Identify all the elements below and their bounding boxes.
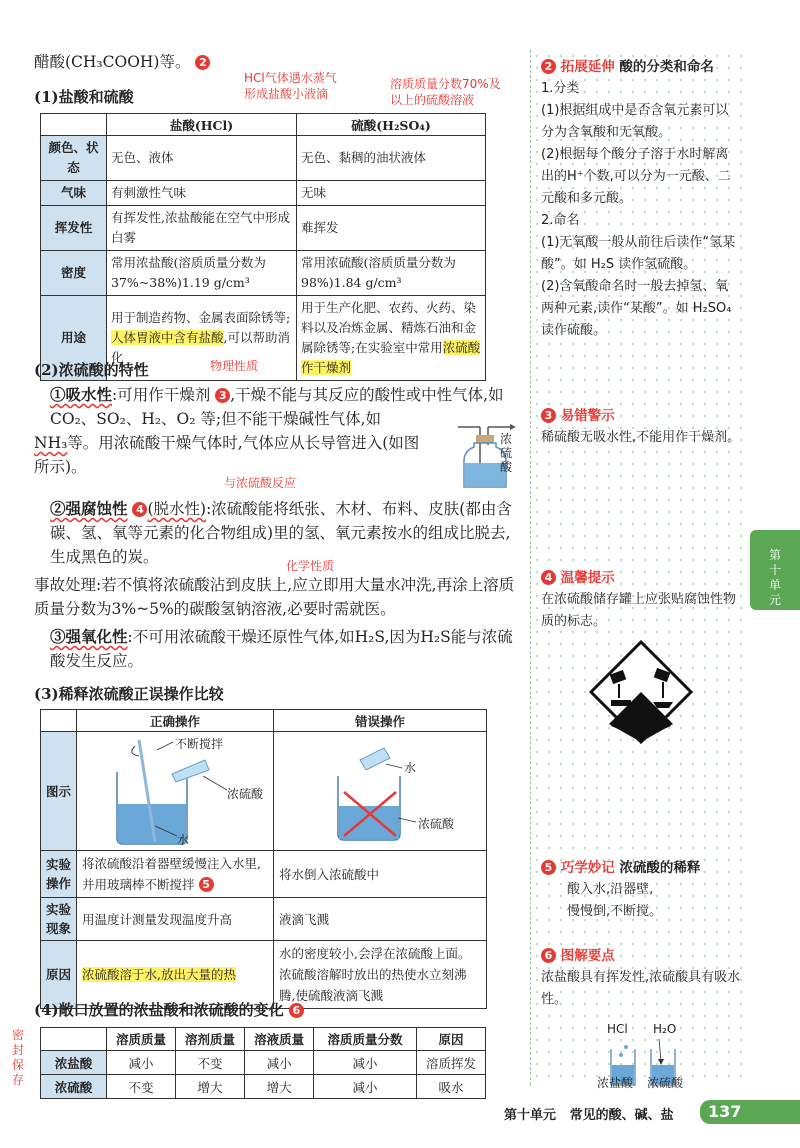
dilution-table <box>40 709 487 1009</box>
fig-acid-label: 浓硫酸 <box>227 787 264 801</box>
t3-header: 原因 <box>416 1028 485 1051</box>
sec2-p2 <box>34 497 524 569</box>
unit-tab[interactable]: 第 十 单 元 <box>750 530 800 610</box>
t3-header: 溶质质量 <box>107 1028 176 1051</box>
t3-header <box>41 1028 107 1051</box>
side-tag: 易错警示 <box>560 408 615 424</box>
cell: 常用浓硫酸(溶质质量分数为98%)1.84 g/cm³ <box>297 251 486 296</box>
row-label: 密度 <box>41 251 107 296</box>
uses-hcl-c: ,可以帮助消化 <box>111 330 290 365</box>
t1-header-hcl: 盐酸(HCl) <box>107 114 297 136</box>
footer <box>504 1104 674 1123</box>
page-number: 137 <box>700 1100 800 1124</box>
side-badge-2: 2 <box>541 59 556 74</box>
side-title: 浓硫酸的稀释 <box>619 860 701 876</box>
row-label: 图示 <box>41 732 77 851</box>
op-correct: 将浓硫酸沿着器壁缓慢注入水里,并用玻璃棒不断搅拌 <box>82 856 261 892</box>
uses-hcl-a: 用于制造药物、金属表面除锈等; <box>111 310 291 325</box>
intro-text: 醋酸(CH₃COOH)等。 <box>34 53 191 71</box>
cell: 无味 <box>297 181 486 206</box>
table-row <box>41 1075 486 1099</box>
sec2-p3 <box>34 625 524 673</box>
footer-title: 常见的酸、碱、盐 <box>569 1108 674 1123</box>
cell: 不变 <box>176 1051 245 1075</box>
table-row <box>41 206 486 251</box>
note-box-3 <box>541 405 741 449</box>
t2-header-correct: 正确操作 <box>77 710 274 732</box>
side-line: (2)根据每个酸分子溶于水时解离出的H⁺个数,可以分为一元酸、二元酸和多元酸。 <box>541 147 731 206</box>
note-badge-4[interactable]: 4 <box>132 502 147 517</box>
cell: 常用浓盐酸(溶质质量分数为37%~38%)1.19 g/cm³ <box>107 251 297 296</box>
side-badge-5: 5 <box>541 860 556 875</box>
fig-wrong-cell <box>274 732 487 851</box>
side-tag: 巧学妙记 <box>560 860 615 876</box>
fig-stir-label: 不断搅拌 <box>175 737 224 751</box>
open-storage-table <box>40 1027 486 1099</box>
table-row <box>41 732 487 851</box>
handnote-hcl: HCl气体遇水蒸气 形成盐酸小液滴 <box>244 71 337 101</box>
section3-title: (3)稀释浓硫酸正误操作比较 <box>34 685 224 703</box>
t1-header-h2so4: 硫酸(H₂SO₄) <box>297 114 486 136</box>
note-box-4 <box>541 567 741 633</box>
cell: 减小 <box>314 1075 417 1099</box>
fig-water-label: 水 <box>177 833 190 847</box>
p1-b: ,干燥不能与其反应的酸性或中性气体,如CO₂、SO₂、H₂、O₂ 等;但不能干燥碱性气体,如 <box>50 386 504 428</box>
side-tag: 拓展延伸 <box>560 59 615 75</box>
cell: 不变 <box>107 1075 176 1099</box>
p2-dehydration: (脱水性) <box>147 500 207 518</box>
fig-wrong-acid-label: 浓硫酸 <box>418 817 455 831</box>
cell: 无色、液体 <box>107 136 297 181</box>
side-line: 浓盐酸具有挥发性,浓硫酸具有吸水性。 <box>541 970 741 1007</box>
beaker-label-hcl: 浓盐酸 <box>597 1076 634 1090</box>
side-line: 慢慢倒,不断搅。 <box>567 904 663 919</box>
row-label: 用途 <box>41 296 107 381</box>
fig-wrong-water-label: 水 <box>404 761 417 775</box>
section4-title <box>34 999 304 1020</box>
side-line: 酸入水,沿器壁, <box>567 882 654 897</box>
cell: 有挥发性,浓盐酸能在空气中形成白雾 <box>107 206 297 251</box>
cell: 水的密度较小,会浮在浓硫酸上面。浓硫酸溶解时放出的热使水立刻沸腾,使硫酸液滴飞溅 <box>274 941 487 1009</box>
section1-title: (1)盐酸和硫酸 <box>34 88 134 106</box>
handnote-h2so4: 溶质质量分数70%及 以上的硫酸溶液 <box>390 77 501 107</box>
h2o-label: H₂O <box>653 1022 677 1036</box>
side-line: 稀硫酸无吸水性,不能用作干燥剂。 <box>541 430 741 445</box>
note-badge-3[interactable]: 3 <box>215 388 230 403</box>
t1-header-empty <box>41 114 107 136</box>
acid-compare-table <box>40 113 486 381</box>
cell: 增大 <box>245 1075 314 1099</box>
cell: 用温度计测量发现温度升高 <box>77 898 274 941</box>
fig-correct-cell <box>77 732 274 851</box>
row-label: 浓盐酸 <box>41 1051 107 1075</box>
p1-d: 等。用浓硫酸干燥气体时,气体应从长导管进入(如图所示)。 <box>34 434 420 476</box>
t3-header: 溶剂质量 <box>176 1028 245 1051</box>
table-row <box>41 251 486 296</box>
t3-header: 溶液质量 <box>245 1028 314 1051</box>
corrosive-sign-icon <box>589 640 693 744</box>
note-box-2 <box>541 56 741 342</box>
cell: 吸水 <box>416 1075 485 1099</box>
side-line: 2.命名 <box>541 213 580 228</box>
table-row <box>41 898 487 941</box>
p1-a: :可用作干燥剂 <box>112 386 211 404</box>
reason-highlight: 浓硫酸溶于水,放出大量的热 <box>82 967 236 982</box>
side-badge-6: 6 <box>541 948 556 963</box>
t2-header-wrong: 错误操作 <box>274 710 487 732</box>
t3-header: 溶质质量分数 <box>314 1028 417 1051</box>
fig-wrong <box>274 732 486 850</box>
table-row <box>41 1051 486 1075</box>
cell: 减小 <box>314 1051 417 1075</box>
cell: 减小 <box>245 1051 314 1075</box>
side-tag: 温馨提示 <box>560 570 615 586</box>
sec2-accident: 事故处理:若不慎将浓硫酸沾到皮肤上,应立即用大量水冲洗,再涂上溶质质量分数为3%~5%的碳酸氢钠溶液,必要时需就医。 <box>34 576 515 618</box>
table-row <box>41 181 486 206</box>
side-line: (1)根据组成中是否含氧元素可以分为含氧酸和无氧酸。 <box>541 103 729 140</box>
side-notes <box>530 50 745 1090</box>
p3-label: ③强氧化性 <box>50 627 128 646</box>
cell <box>77 851 274 898</box>
row-label: 气味 <box>41 181 107 206</box>
handnote-chemical: 化学性质 <box>286 559 335 573</box>
note-badge-5[interactable]: 5 <box>199 877 214 892</box>
row-label: 原因 <box>41 941 77 1009</box>
cell: 难挥发 <box>297 206 486 251</box>
cell: 无色、黏稠的油状液体 <box>297 136 486 181</box>
cell: 减小 <box>107 1051 176 1075</box>
section2-title: (2)浓硫酸的特性 <box>34 361 149 379</box>
row-label: 挥发性 <box>41 206 107 251</box>
cell: 增大 <box>176 1075 245 1099</box>
hcl-label: HCl <box>607 1022 628 1036</box>
side-line: 1.分类 <box>541 81 580 96</box>
row-label: 实验 现象 <box>41 898 77 941</box>
side-line: 在浓硫酸储存罐上应张贴腐蚀性物质的标志。 <box>541 592 737 629</box>
p1-nh3: NH₃ <box>34 434 68 452</box>
p2-b: :浓硫酸能将纸张、木材、布料、皮肤(都由含碳、氢、氧等元素的化合物组成)里的氢、氧元素按水的组成比脱去,生成黑色的炭。 <box>50 500 512 566</box>
cell: 将水倒入浓硫酸中 <box>274 851 487 898</box>
t2-header-empty <box>41 710 77 732</box>
cell: 溶质挥发 <box>416 1051 485 1075</box>
bottle-label: 浓 硫 酸 <box>500 432 513 474</box>
sec2-p1 <box>34 383 524 431</box>
side-badge-3: 3 <box>541 408 556 423</box>
table-row <box>41 136 486 181</box>
note-box-6 <box>541 945 741 1011</box>
uses-h2so4-highlight: 浓硫酸作干燥剂 <box>301 340 481 375</box>
side-badge-4: 4 <box>541 570 556 585</box>
table-row <box>41 851 487 898</box>
cell: 液滴飞溅 <box>274 898 487 941</box>
side-tag: 图解要点 <box>560 948 615 964</box>
section4-title-text: (4)敞口放置的浓盐酸和浓硫酸的变化 <box>34 1001 284 1019</box>
p2-label: ②强腐蚀性 <box>50 499 128 518</box>
handnote-physical: 物理性质 <box>210 359 259 373</box>
note-badge-6[interactable]: 6 <box>289 1003 304 1018</box>
uses-h2so4-a: 用于生产化肥、农药、火药、染料以及冶炼金属、精炼石油和金属除锈等;在实验室中常用 <box>301 300 477 355</box>
side-title: 酸的分类和命名 <box>619 59 714 75</box>
p1-label: ①吸水性 <box>50 385 113 404</box>
side-line: (1)无氧酸一般从前往后读作“氢某酸”。如 H₂S 读作氢硫酸。 <box>541 235 736 272</box>
p3-text: :不可用浓硫酸干燥还原性气体,如H₂S,因为H₂S能与浓硫酸发生反应。 <box>50 628 513 670</box>
side-line: (2)含氧酸命名时一般去掉氢、氧两种元素,读作“某酸”。如 H₂SO₄ 读作硫酸。 <box>541 279 732 338</box>
row-label: 颜色、状态 <box>41 136 107 181</box>
beaker-label-h2so4: 浓硫酸 <box>647 1076 684 1090</box>
cell <box>297 296 486 381</box>
row-label: 浓硫酸 <box>41 1075 107 1099</box>
cell: 有刺激性气味 <box>107 181 297 206</box>
handnote-seal: 密 封 保 存 <box>12 1028 25 1087</box>
note-box-5 <box>541 857 741 923</box>
uses-hcl-highlight: 人体胃液中含有盐酸 <box>111 330 224 345</box>
sec2-p1-cont <box>34 431 434 479</box>
handnote-react: 与浓硫酸反应 <box>224 476 297 490</box>
note-badge-2[interactable]: 2 <box>195 55 210 70</box>
footer-unit: 第十单元 <box>504 1108 557 1123</box>
row-label: 实验 操作 <box>41 851 77 898</box>
